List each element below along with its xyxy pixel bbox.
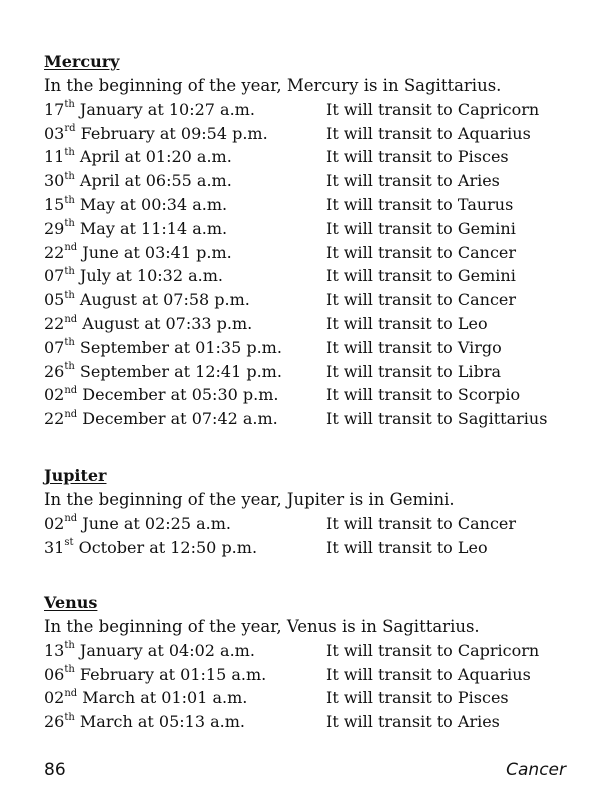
- transit-sign: It will transit to Aquarius: [326, 123, 531, 143]
- transit-row: [44, 536, 574, 560]
- date-day: 06: [44, 664, 65, 684]
- date-day: 17: [44, 99, 65, 119]
- date-ordinal-suffix: rd: [64, 123, 76, 135]
- date-month-time: October at 12:50 p.m.: [73, 537, 258, 557]
- date-day: 26: [44, 712, 65, 732]
- date-day: 02: [44, 513, 65, 533]
- transit-row: [44, 512, 574, 536]
- transit-date: [44, 663, 326, 687]
- transit-sign: It will transit to Taurus: [326, 194, 514, 214]
- mercury-section: [44, 50, 574, 431]
- jupiter-transit-list: [44, 512, 574, 560]
- mercury-transit-list: [44, 98, 574, 431]
- venus-intro: In the beginning of the year, Venus is in Sagittarius.: [44, 617, 480, 636]
- transit-sign: It will transit to Libra: [326, 361, 502, 381]
- date-month-time: March at 05:13 a.m.: [74, 712, 245, 732]
- date-ordinal-suffix: th: [64, 337, 75, 349]
- transit-date: [44, 193, 326, 217]
- transit-row: [44, 312, 574, 336]
- transit-date: [44, 169, 326, 193]
- date-ordinal-suffix: th: [64, 361, 75, 373]
- date-month-time: January at 04:02 a.m.: [74, 640, 255, 660]
- transit-date: [44, 288, 326, 312]
- date-ordinal-suffix: th: [64, 289, 75, 301]
- date-day: 29: [44, 218, 65, 238]
- transit-sign: It will transit to Capricorn: [326, 99, 540, 119]
- date-month-time: August at 07:33 p.m.: [77, 313, 253, 333]
- date-day: 05: [44, 290, 65, 310]
- date-day: 22: [44, 409, 65, 429]
- mercury-intro: In the beginning of the year, Mercury is in Sagittarius.: [44, 76, 502, 95]
- date-month-time: January at 10:27 a.m.: [74, 99, 255, 119]
- date-month-time: July at 10:32 a.m.: [74, 266, 224, 286]
- transit-date: [44, 639, 326, 663]
- transit-date: [44, 217, 326, 241]
- transit-sign: It will transit to Cancer: [326, 513, 517, 533]
- transit-sign: It will transit to Capricorn: [326, 640, 540, 660]
- date-month-time: February at 09:54 p.m.: [75, 123, 268, 143]
- transit-sign: It will transit to Leo: [326, 313, 488, 333]
- date-day: 02: [44, 688, 65, 708]
- transit-row: [44, 710, 574, 734]
- transit-date: [44, 383, 326, 407]
- date-day: 07: [44, 266, 65, 286]
- transit-sign: It will transit to Pisces: [326, 147, 509, 167]
- date-day: 07: [44, 337, 65, 357]
- transit-date: [44, 407, 326, 431]
- transit-row: [44, 360, 574, 384]
- date-day: 26: [44, 361, 65, 381]
- transit-sign: It will transit to Cancer: [326, 242, 517, 262]
- date-ordinal-suffix: th: [64, 664, 75, 676]
- date-ordinal-suffix: th: [64, 218, 75, 230]
- transit-sign: It will transit to Cancer: [326, 290, 517, 310]
- transit-sign: It will transit to Aquarius: [326, 664, 531, 684]
- date-ordinal-suffix: th: [64, 640, 75, 652]
- date-month-time: May at 00:34 a.m.: [74, 194, 228, 214]
- date-ordinal-suffix: nd: [64, 513, 78, 525]
- transit-sign: It will transit to Virgo: [326, 337, 502, 357]
- transit-sign: It will transit to Gemini: [326, 266, 516, 286]
- transit-sign: It will transit to Aries: [326, 171, 500, 191]
- venus-section: [44, 591, 574, 734]
- transit-date: [44, 710, 326, 734]
- transit-date: [44, 536, 326, 560]
- transit-row: [44, 98, 574, 122]
- date-day: 22: [44, 242, 65, 262]
- transit-row: [44, 145, 574, 169]
- transit-row: [44, 193, 574, 217]
- date-day: 02: [44, 385, 65, 405]
- jupiter-intro: In the beginning of the year, Jupiter is in Gemini.: [44, 490, 455, 509]
- transit-sign: It will transit to Sagittarius: [326, 409, 548, 429]
- date-ordinal-suffix: th: [64, 711, 75, 723]
- transit-row: [44, 407, 574, 431]
- date-ordinal-suffix: th: [64, 99, 75, 111]
- date-month-time: June at 02:25 a.m.: [77, 513, 231, 533]
- date-day: 03: [44, 123, 65, 143]
- page-number: 86: [44, 760, 66, 780]
- running-title: Cancer: [506, 760, 566, 780]
- date-day: 15: [44, 194, 65, 214]
- date-day: 11: [44, 147, 65, 167]
- transit-row: [44, 241, 574, 265]
- transit-sign: It will transit to Aries: [326, 712, 500, 732]
- transit-row: [44, 264, 574, 288]
- transit-date: [44, 686, 326, 710]
- transit-row: [44, 383, 574, 407]
- date-ordinal-suffix: nd: [64, 688, 78, 700]
- date-month-time: September at 01:35 p.m.: [74, 337, 282, 357]
- mercury-heading: Mercury: [44, 52, 120, 71]
- transit-date: [44, 312, 326, 336]
- transit-date: [44, 145, 326, 169]
- date-month-time: May at 11:14 a.m.: [74, 218, 228, 238]
- date-month-time: March at 01:01 a.m.: [77, 688, 248, 708]
- date-month-time: August at 07:58 p.m.: [74, 290, 250, 310]
- date-ordinal-suffix: th: [64, 194, 75, 206]
- transit-date: [44, 264, 326, 288]
- date-ordinal-suffix: nd: [64, 408, 78, 420]
- transit-row: [44, 217, 574, 241]
- date-ordinal-suffix: nd: [64, 313, 78, 325]
- date-ordinal-suffix: nd: [64, 242, 78, 254]
- date-month-time: February at 01:15 a.m.: [74, 664, 267, 684]
- date-ordinal-suffix: th: [64, 266, 75, 278]
- transit-row: [44, 663, 574, 687]
- date-month-time: December at 07:42 a.m.: [77, 409, 278, 429]
- transit-date: [44, 241, 326, 265]
- date-ordinal-suffix: th: [64, 170, 75, 182]
- transit-row: [44, 686, 574, 710]
- jupiter-section: [44, 464, 574, 559]
- transit-date: [44, 512, 326, 536]
- transit-sign: It will transit to Scorpio: [326, 385, 521, 405]
- transit-date: [44, 98, 326, 122]
- date-month-time: April at 06:55 a.m.: [74, 171, 232, 191]
- date-month-time: December at 05:30 p.m.: [77, 385, 279, 405]
- transit-date: [44, 122, 326, 146]
- date-ordinal-suffix: nd: [64, 385, 78, 397]
- transit-row: [44, 288, 574, 312]
- transit-date: [44, 360, 326, 384]
- date-month-time: April at 01:20 a.m.: [74, 147, 232, 167]
- date-ordinal-suffix: th: [64, 147, 75, 159]
- date-ordinal-suffix: st: [64, 537, 74, 549]
- date-day: 13: [44, 640, 65, 660]
- transit-sign: It will transit to Leo: [326, 537, 488, 557]
- venus-heading: Venus: [44, 593, 98, 612]
- transit-row: [44, 336, 574, 360]
- date-day: 30: [44, 171, 65, 191]
- transit-row: [44, 122, 574, 146]
- transit-row: [44, 639, 574, 663]
- date-month-time: September at 12:41 p.m.: [74, 361, 282, 381]
- transit-sign: It will transit to Pisces: [326, 688, 509, 708]
- date-day: 31: [44, 537, 65, 557]
- jupiter-heading: Jupiter: [44, 466, 107, 485]
- date-day: 22: [44, 313, 65, 333]
- venus-transit-list: [44, 639, 574, 734]
- transit-date: [44, 336, 326, 360]
- date-month-time: June at 03:41 p.m.: [77, 242, 232, 262]
- transit-row: [44, 169, 574, 193]
- transit-sign: It will transit to Gemini: [326, 218, 516, 238]
